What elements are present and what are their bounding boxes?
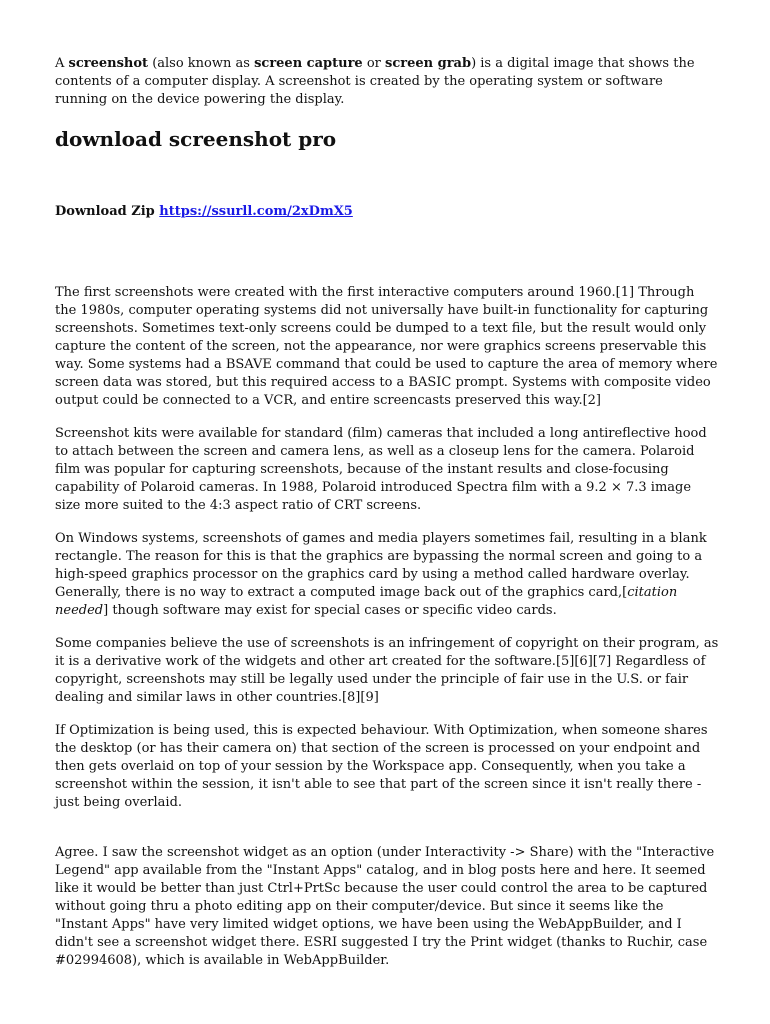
history-paragraph: The first screenshots were created with the first interactive computers around 1960.[1] Through the 1980s, computer operating systems did not universally have built-in functionality for capturing screenshots. Sometimes text-only screens could be dumped to a text file, but the result would only capture the content of the screen, not the appearance, nor were graphics screens preservable this way. Some systems had a BSAVE command that could be used to capture the area of memory where screen data was stored, but this required access to a BASIC prompt. Systems with composite video output could be connected to a VCR, and entire screencasts preserved this way.[2] <box>55 285 718 408</box>
windows-text-1: On Windows systems, screenshots of games and media players sometimes fail, resulting in a blank rectangle. The reason for this is that the graphics are bypassing the normal screen and going to a high-speed graphics processor on the graphics card by using a method called hardware overlay. Generally, there is no way to extract a computed image back out of the graphics card,[ <box>55 531 707 600</box>
windows-overlay-paragraph <box>55 530 719 620</box>
copyright-paragraph: Some companies believe the use of screenshots is an infringement of copyright on their program, as it is a derivative work of the widgets and other art created for the software.[5][6][7] Regardless of copyright, screenshots may still be legally used under the principle of fair use in the U.S. or fair dealing and similar laws in other countries.[8][9] <box>55 636 719 705</box>
intro-text-4: ) is a digital image that shows the contents of a computer display. A screenshot is created by the operating system or software running on the device powering the display. <box>55 56 695 107</box>
page-heading: download screenshot pro <box>55 127 337 151</box>
intro-text-1: A <box>55 56 69 71</box>
intro-text-3: or <box>362 56 385 71</box>
download-label: Download Zip <box>55 204 160 219</box>
intro-text-2: (also known as <box>148 56 255 71</box>
intro-paragraph <box>55 55 719 109</box>
film-kits-paragraph: Screenshot kits were available for standard (film) cameras that included a long antireflective hood to attach between the screen and camera lens, as well as a closeup lens for the camera. Polaroid film was popular for capturing screenshots, because of the instant results and close-focusing capability of Polaroid cameras. In 1988, Polaroid introduced Spectra film with a 9.2 × 7.3 image size more suited to the 4:3 aspect ratio of CRT screens. <box>55 426 707 513</box>
citation-needed: citation needed <box>55 585 678 618</box>
term-screen-grab: screen grab <box>385 56 472 71</box>
optimization-paragraph: If Optimization is being used, this is expected behaviour. With Optimization, when someone shares the desktop (or has their camera on) that section of the screen is processed on your endpoint and then gets overlaid on top of your session by the Workspace app. Consequently, when you take a screenshot within the session, it isn't able to see that part of the screen since it isn't really there - just being overlaid. <box>55 723 708 810</box>
term-screenshot: screenshot <box>68 56 149 71</box>
document-page <box>55 55 719 970</box>
term-screen-capture: screen capture <box>254 56 363 71</box>
download-line <box>55 203 719 221</box>
widget-paragraph: Agree. I saw the screenshot widget as an option (under Interactivity -> Share) with the "Interactive Legend" app available from the "Instant Apps" catalog, and in blog posts here and here. It seemed like it would be better than just Ctrl+PrtSc because the user could control the area to be captured without going thru a photo editing app on their computer/device. But since it seems like the "Instant Apps" have very limited widget options, we have been using the WebAppBuilder, and I didn't see a screenshot widget there. ESRI suggested I try the Print widget (thanks to Ruchir, case #02994608), which is available in WebAppBuilder. <box>55 845 715 968</box>
download-link[interactable]: https://ssurll.com/2xDmX5 <box>159 204 353 219</box>
windows-text-2: ] though software may exist for special cases or specific video cards. <box>103 603 557 618</box>
